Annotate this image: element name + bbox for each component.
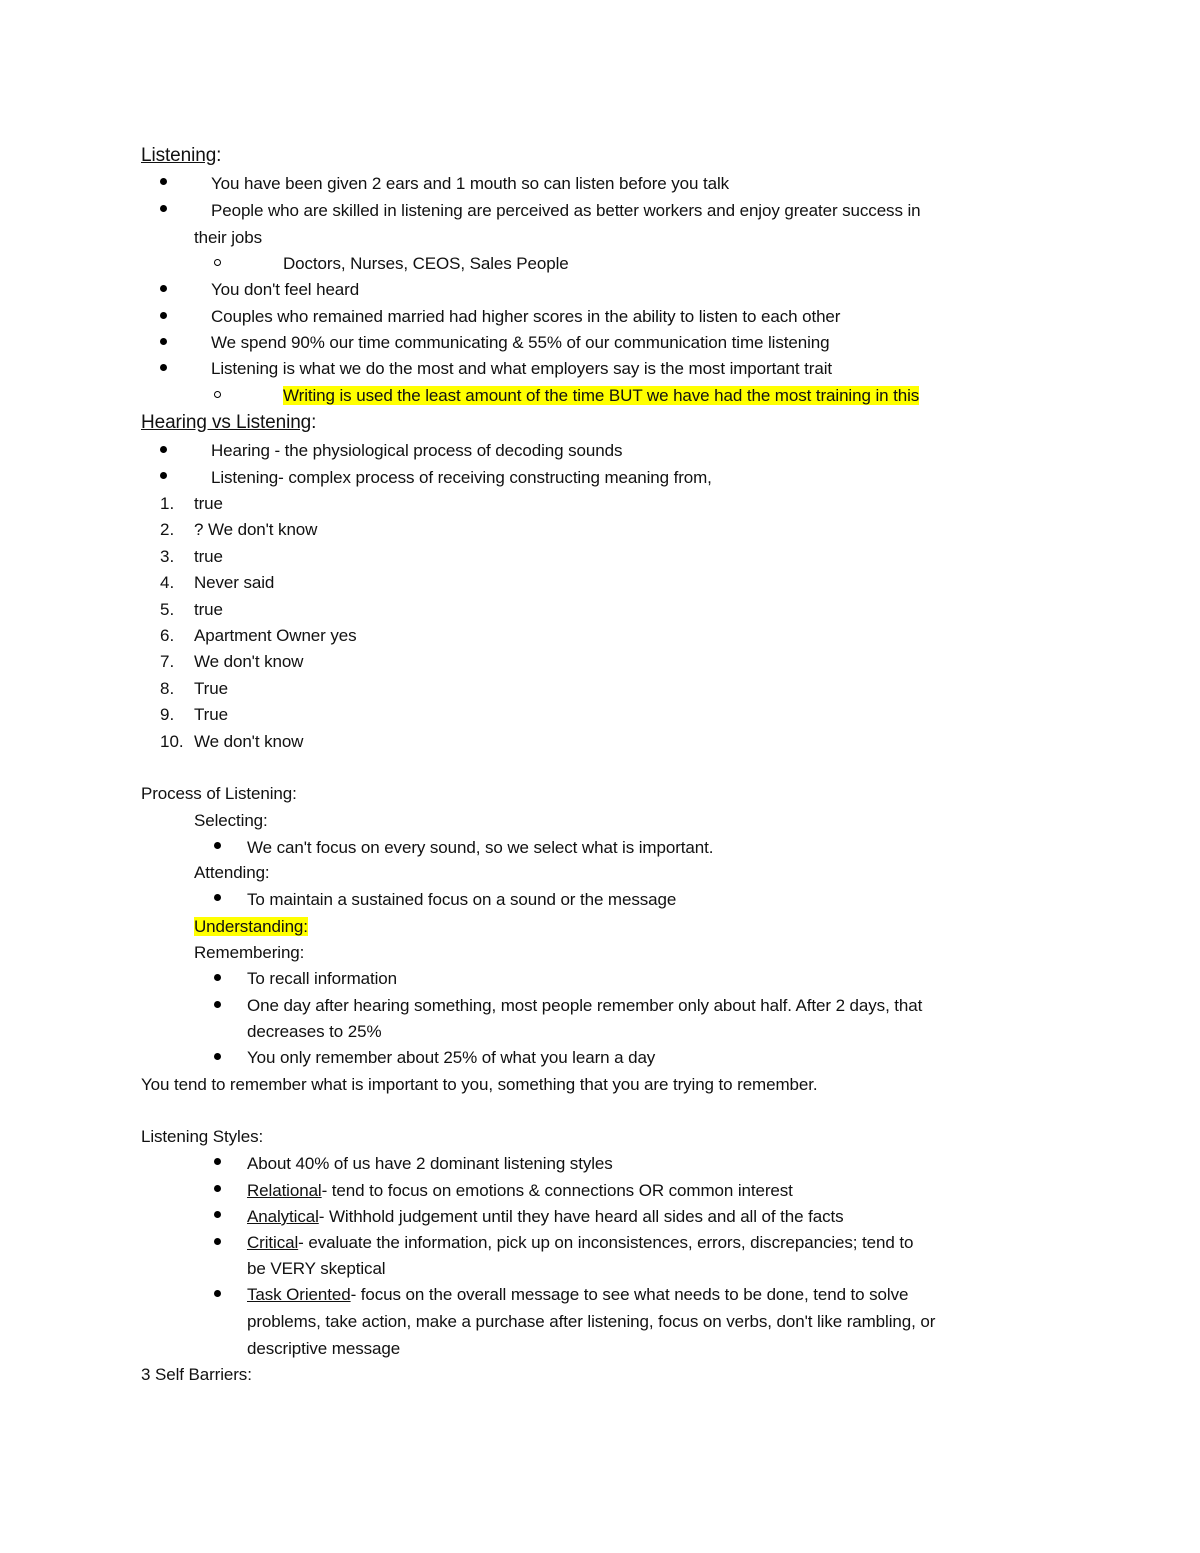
numbered-item: True [194, 679, 228, 698]
bullet-icon [214, 1001, 221, 1008]
list-number: 10. [160, 732, 184, 751]
list-number: 3. [160, 547, 175, 566]
list-item-continuation: their jobs [194, 228, 262, 247]
section-heading-styles: Listening Styles: [141, 1127, 264, 1146]
list-item-continuation: decreases to 25% [247, 1022, 382, 1041]
list-item: People who are skilled in listening are perceived as better workers and enjoy greater success in [211, 201, 921, 220]
list-item: We spend 90% our time communicating & 55% of our communication time listening [211, 333, 830, 352]
list-number: 7. [160, 652, 175, 671]
list-item-continuation: descriptive message [247, 1339, 401, 1358]
subheading-selecting: Selecting: [194, 811, 268, 830]
bullet-icon [214, 1158, 221, 1165]
bullet-icon [214, 842, 221, 849]
numbered-item: true [194, 600, 223, 619]
list-item-continuation: be VERY skeptical [247, 1259, 386, 1278]
numbered-item: We don't know [194, 732, 304, 751]
numbered-item: True [194, 705, 228, 724]
list-item: You have been given 2 ears and 1 mouth so can listen before you talk [211, 174, 730, 193]
list-item: Couples who remained married had higher scores in the ability to listen to each other [211, 307, 841, 326]
list-item: You only remember about 25% of what you learn a day [247, 1048, 656, 1067]
list-number: 9. [160, 705, 175, 724]
list-item: Listening- complex process of receiving constructing meaning from, [211, 468, 712, 487]
bullet-icon [214, 1290, 221, 1297]
list-item-relational: Relational- tend to focus on emotions & connections OR common interest [247, 1181, 793, 1200]
list-item: We can't focus on every sound, so we select what is important. [247, 838, 714, 857]
list-number: 2. [160, 520, 175, 539]
numbered-item: true [194, 547, 223, 566]
bullet-icon [214, 1211, 221, 1218]
bullet-icon [160, 338, 167, 345]
subheading-attending: Attending: [194, 863, 270, 882]
list-number: 8. [160, 679, 175, 698]
section-heading-barriers: 3 Self Barriers: [141, 1365, 252, 1384]
numbered-item: ? We don't know [194, 520, 318, 539]
bullet-icon [160, 446, 167, 453]
section-heading-hearing-vs-listening: Hearing vs Listening: [141, 412, 317, 433]
list-item-task-oriented: Task Oriented- focus on the overall message to see what needs to be done, tend to solve [247, 1285, 909, 1304]
subheading-understanding: Understanding: [194, 917, 308, 936]
sub-bullet-icon [214, 259, 221, 266]
subheading-remembering: Remembering: [194, 943, 305, 962]
sub-list-item-highlighted: Writing is used the least amount of the time BUT we have had the most training in this [283, 386, 920, 405]
bullet-icon [160, 205, 167, 212]
list-item-continuation: problems, take action, make a purchase after listening, focus on verbs, don't like rambling, or [247, 1312, 936, 1331]
list-item: To maintain a sustained focus on a sound or the message [247, 890, 677, 909]
section-heading-process: Process of Listening: [141, 784, 297, 803]
sub-bullet-icon [214, 391, 221, 398]
numbered-item: Never said [194, 573, 275, 592]
list-item: About 40% of us have 2 dominant listening styles [247, 1154, 613, 1173]
bullet-icon [160, 472, 167, 479]
paragraph-note: You tend to remember what is important to you, something that you are trying to remember. [141, 1075, 818, 1094]
list-item: One day after hearing something, most people remember only about half. After 2 days, that [247, 996, 923, 1015]
numbered-item: We don't know [194, 652, 304, 671]
bullet-icon [160, 364, 167, 371]
section-heading-listening: Listening: [141, 145, 222, 166]
list-item: You don't feel heard [211, 280, 360, 299]
bullet-icon [214, 974, 221, 981]
list-number: 1. [160, 494, 175, 513]
list-item: Hearing - the physiological process of decoding sounds [211, 441, 623, 460]
bullet-icon [214, 1238, 221, 1245]
bullet-icon [160, 178, 167, 185]
bullet-icon [160, 312, 167, 319]
bullet-icon [214, 1185, 221, 1192]
numbered-item: Apartment Owner yes [194, 626, 357, 645]
list-number: 4. [160, 573, 175, 592]
list-item-analytical: Analytical- Withhold judgement until they have heard all sides and all of the facts [247, 1207, 844, 1226]
list-item: To recall information [247, 969, 398, 988]
list-number: 5. [160, 600, 175, 619]
list-item-critical: Critical- evaluate the information, pick up on inconsistences, errors, discrepancies; tend to [247, 1233, 914, 1252]
bullet-icon [160, 285, 167, 292]
bullet-icon [214, 1053, 221, 1060]
bullet-icon [214, 894, 221, 901]
list-number: 6. [160, 626, 175, 645]
numbered-item: true [194, 494, 223, 513]
list-item: Listening is what we do the most and what employers say is the most important trait [211, 359, 832, 378]
sub-list-item: Doctors, Nurses, CEOS, Sales People [283, 254, 569, 273]
